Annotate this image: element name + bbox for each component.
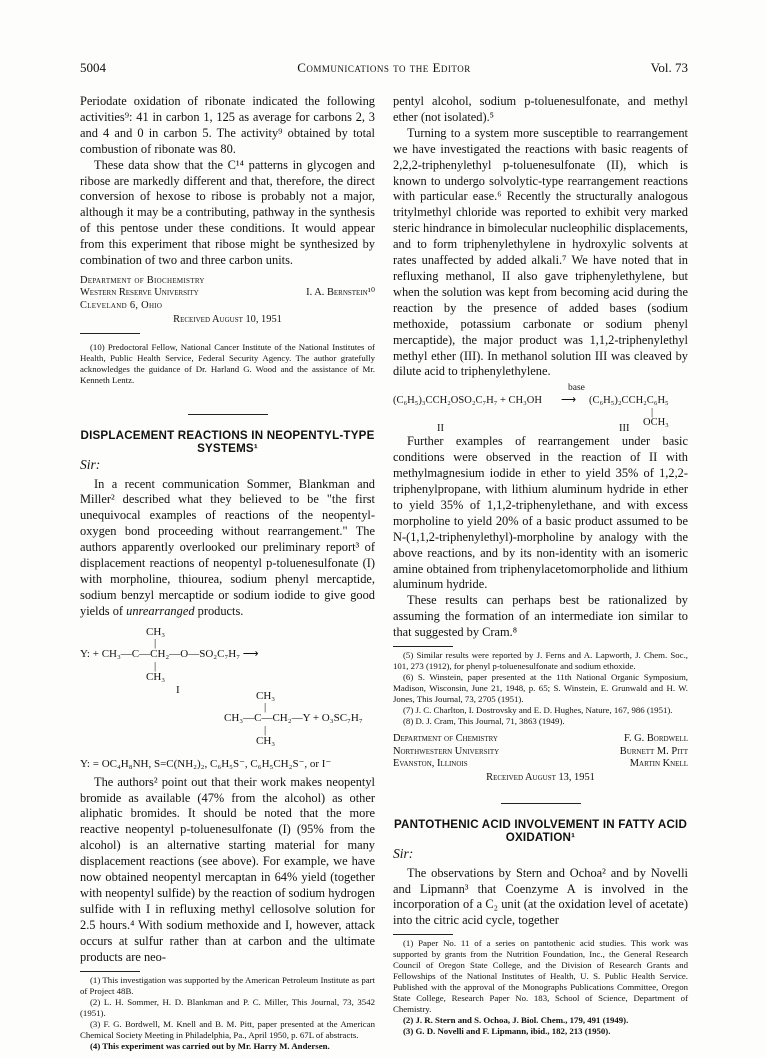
footnote: (2) J. R. Stern and S. Ochoa, J. Biol. Chem., 179, 491 (1949). bbox=[403, 1015, 629, 1026]
author-address bbox=[393, 733, 688, 785]
footnote: (8) D. J. Cram, This Journal, 71, 3863 (1949). bbox=[403, 716, 565, 727]
paragraph: The authors² point out that their work makes neopentyl bromide as available (47% from the alcohol) as other aliphatic bromides. It should be noted that the more reactive neopentyl p-toluenesulfonate (I) (95% from the alcohol) is an alternative starting material for many displacement reactions (see above). For example, we have now obtained neopentyl mercaptan in 64% yield (together with neopentyl sulfide) by the reaction of sodium hydrogen sulfide with I in refluxing methyl cellosolve solution for 2.5 hours.⁴ With sodium methoxide and I, however, attack occurs at sulfur rather than at carbon and the ultimate products are neo- bbox=[80, 774, 375, 964]
section-title: DISPLACEMENT REACTIONS IN NEOPENTYL-TYPE SYSTEMS¹ bbox=[80, 428, 375, 455]
divider bbox=[501, 803, 581, 804]
author: Martin Knell bbox=[629, 757, 688, 769]
reaction-equation: base (C₆H₅)₃CCH₂OSO₂C₇H₇ + CH₃OH ⟶ (C₆H₅)₂CCH₂C₆H₅ | OCH₃ II III bbox=[393, 383, 669, 435]
paragraph: In a recent communication Sommer, Blankman and Miller² described what they believed to be "the first unequivocal examples of reactions of the neopentyl-oxygen bond proceeding without rearrangement." The authors apparently overlooked our preliminary report³ of displacement reactions of neopentyl p-toluenesulfonate (I) with morpholine, thiourea, sodium phenyl mercaptide, sodium benzyl mercaptide or sodium iodide to give good yields of unrearranged products. bbox=[80, 476, 375, 618]
received-date: Received August 13, 1951 bbox=[486, 772, 595, 784]
salutation: Sir: bbox=[80, 456, 101, 472]
author: I. A. Bernstein¹⁰ bbox=[306, 287, 375, 299]
paragraph: These results can perhaps best be rationalized by assuming the formation of an intermediate ion similar to that suggested by Cram.⁸ bbox=[393, 593, 688, 640]
department: Department of Chemistry bbox=[393, 733, 498, 745]
divider bbox=[393, 646, 453, 647]
paragraph: The observations by Stern and Ochoa² and by Novelli and Lipmann³ that Coenzyme A is involved in the incorporation of a C₂ unit (at the oxidation level of acetate) into the citric acid cycle, together bbox=[393, 865, 688, 928]
volume-label: Vol. 73 bbox=[650, 60, 688, 75]
reaction-scheme: CH₃ | Y: + CH₃—C—CH₂—O—SO₂C₇H₇ ⟶ | CH₃ I CH₃ | CH₃—C—CH₂—Y + O₃SC₇H₇ | CH₃ bbox=[80, 625, 363, 747]
footnote: (4) This experiment was carried out by Mr. Harry M. Andersen. bbox=[90, 1040, 330, 1051]
footnote: (3) F. G. Bordwell, M. Knell and B. M. Pitt, paper presented at the American Chemical Society Meeting in Philadelphia, Pa., April 1950, p. 67L of abstracts. bbox=[80, 1018, 375, 1040]
author-address bbox=[80, 275, 375, 327]
university: Western Reserve University bbox=[80, 287, 199, 299]
compound-label: I bbox=[176, 683, 180, 696]
left-column bbox=[80, 94, 375, 1052]
divider bbox=[80, 333, 140, 334]
paragraph: Turning to a system more susceptible to rearrangement we have investigated the reactions with basic reagents of 2,2,2-triphenylethyl p-toluenesulfonate (II), which is known to undergo solvolytic-type rearrangement reactions with particular ease.⁶ Recently the structurally analogous tritylmethyl chloride was reported to exhibit very marked steric hindrance in bimolecular nucleophilic displacements, and to form triphenylethylene in hydroxylic solvents at rates unaffected by added alkali.⁷ We have noted that in refluxing methanol, II also gave triphenylethylene, but when the solution was kept from becoming acid during the reaction by the presence of added bases (sodium methoxide, potassium carbonate or sodium phenyl mercaptide), the major product was 1,1,2-triphenylethyl methyl ether (III). In methanol solution III was cleaved by dilute acid to triphenylethylene. bbox=[393, 125, 688, 379]
footnote: (6) S. Winstein, paper presented at the 11th National Organic Symposium, Madison, Wisconsin, June 21, 1948, p. 65; S. Winstein, E. Grunwald and H. W. Jones, This Journal, 73, 2705 (1951). bbox=[393, 672, 688, 705]
university: Northwestern University bbox=[393, 745, 500, 757]
paragraph: pentyl alcohol, sodium p-toluenesulfonate, and methyl ether (not isolated).⁵ bbox=[393, 94, 688, 124]
city: Cleveland 6, Ohio bbox=[80, 299, 163, 311]
section-title: PANTOTHENIC ACID INVOLVEMENT IN FATTY ACID OXIDATION¹ bbox=[393, 817, 688, 844]
right-column bbox=[393, 94, 688, 1037]
author: Burnett M. Pitt bbox=[619, 745, 688, 757]
compound-label: III bbox=[619, 423, 630, 435]
paragraph: These data show that the C¹⁴ patterns in glycogen and ribose are markedly different and that, therefore, the direct conversion of hexose to ribose is probably not a major, although it may be a contributing, pathway in the synthesis of this pentose under these conditions. It would appear from this experiment that ribose might be synthesized by combination of two and three carbon units. bbox=[80, 157, 375, 268]
reagent-list: Y: = OC₄H₈NH, S=C(NH₂)₂, C₆H₅S⁻, C₆H₅CH₂S⁻, or I⁻ bbox=[80, 757, 332, 770]
author: F. G. Bordwell bbox=[624, 733, 688, 745]
footnote: (1) Paper No. 11 of a series on pantothenic acid studies. This work was supported by grants from the Nutrition Foundation, Inc., the General Research Council of Oregon State College, and the Division of Research Grants and Fellowships of the National Institutes of Health, U. S. Public Health Service. Published with the approval of the Monographs Publications Committee, Oregon State College, Research Paper No. 183, School of Science, Department of Chemistry. bbox=[393, 938, 688, 1015]
footnote: (7) J. C. Charlton, I. Dostrovsky and E. D. Hughes, Nature, 167, 986 (1951). bbox=[403, 705, 673, 716]
salutation: Sir: bbox=[393, 845, 414, 861]
footnote: (3) G. D. Novelli and F. Lipmann, ibid., 182, 213 (1950). bbox=[403, 1026, 611, 1037]
paragraph: Periodate oxidation of ribonate indicated the following activities⁹: 41 in carbon 1, 125 as average for carbons 2, 3 and 4 and 0 in carbon 5. The activity⁹ obtained by total combustion of ribonate was 80. bbox=[80, 94, 375, 156]
footnote: (2) L. H. Sommer, H. D. Blankman and P. C. Miller, This Journal, 73, 3542 (1951). bbox=[80, 996, 375, 1018]
footnote: (5) Similar results were reported by J. Ferns and A. Lapworth, J. Chem. Soc., 101, 273 (1912), for phenyl p-toluenesulfonate and sodium ethoxide. bbox=[393, 650, 688, 672]
footnote: (1) This investigation was supported by the American Petroleum Institute as part of Project 48B. bbox=[80, 974, 375, 996]
page-number: 5004 bbox=[80, 60, 106, 75]
running-title: Communications to the Editor bbox=[297, 60, 471, 75]
compound-label: II bbox=[437, 423, 444, 435]
city: Evanston, Illinois bbox=[393, 757, 468, 769]
department: Department of Biochemistry bbox=[80, 274, 205, 286]
divider bbox=[188, 414, 268, 415]
divider bbox=[80, 971, 140, 972]
received-date: Received August 10, 1951 bbox=[173, 314, 282, 326]
paragraph: Further examples of rearrangement under basic conditions were observed in the reaction of II with methylmagnesium iodide in ether to yield 35% of 1,2,2-triphenylpropane, with lithium aluminum hydride in ether to yield 35% of 1,1,2-triphenylethane, and with excess morpholine to yield 20% of a basic product assumed to be N-(1,1,2-triphenylethyl)-morpholine by analogy with the above reactions, and by its non-identity with an isomeric amine obtained from triphenylacetomorpholide and lithium aluminum hydride. bbox=[393, 434, 688, 592]
footnote: (10) Predoctoral Fellow, National Cancer Institute of the National Institutes of Health, Public Health Service, Federal Security Agency. The author gratefully acknowledges the guidance of Dr. Harland G. Wood and the assistance of Mr. Kenneth Lentz. bbox=[80, 341, 375, 385]
divider bbox=[393, 934, 453, 935]
page-header bbox=[80, 60, 688, 76]
